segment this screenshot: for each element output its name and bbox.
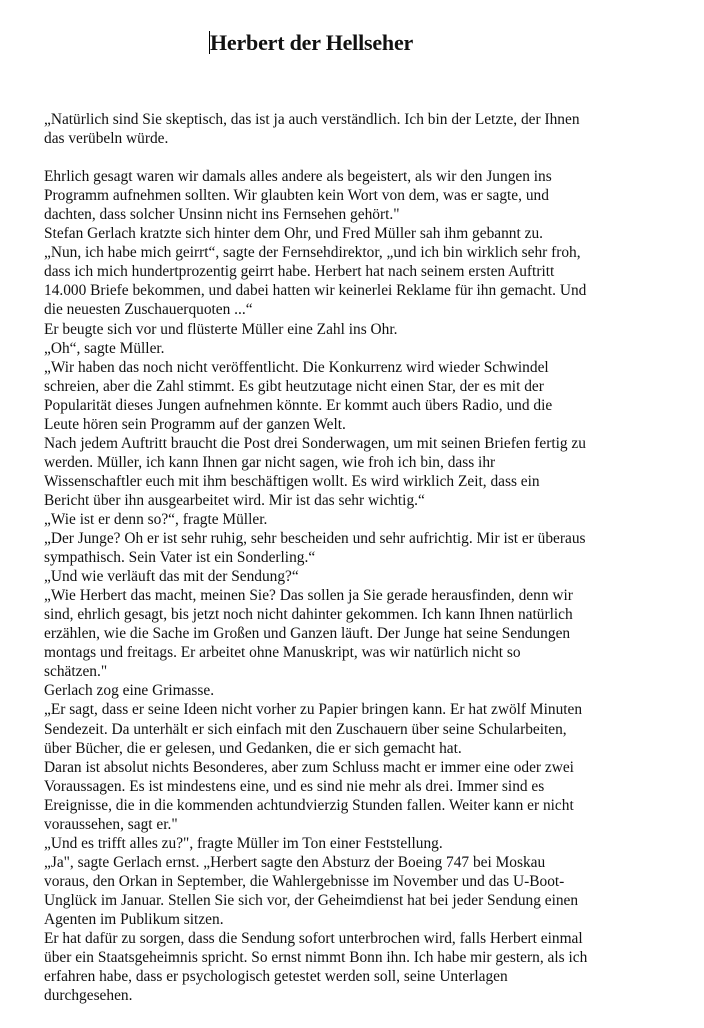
text-line: dass ich mich hundertprozentig geirrt habe. Herbert hat nach seinem ersten Auftritt [44, 263, 555, 281]
text-line: Leute hören sein Programm auf der ganzen Welt. [44, 415, 346, 433]
text-line: Daran ist absolut nichts Besonderes, aber zum Schluss macht er immer eine oder zwei [44, 758, 574, 776]
text-line: Ehrlich gesagt waren wir damals alles andere als begeistert, als wir den Jungen ins [44, 168, 552, 186]
text-line: „Wie Herbert das macht, meinen Sie? Das sollen ja Sie gerade herausfinden, denn wir [44, 587, 573, 605]
text-line: „Wir haben das noch nicht veröffentlicht. Die Konkurrenz wird wieder Schwindel [44, 358, 549, 376]
text-line: „Wie ist er denn so?“, fragte Müller. [44, 510, 268, 528]
text-line: Nach jedem Auftritt braucht die Post drei Sonderwagen, um mit seinen Briefen fertig zu [44, 434, 586, 452]
text-line: die neuesten Zuschauerquoten ...“ [44, 301, 253, 319]
text-line: „Natürlich sind Sie skeptisch, das ist ja auch verständlich. Ich bin der Letzte, der Ihnen [44, 111, 580, 128]
text-line: werden. Müller, ich kann Ihnen gar nicht sagen, wie froh ich bin, dass ihr [44, 453, 496, 471]
text-line: Wissenschaftler euch mit ihm beschäftigen wollt. Es wird wirklich Zeit, dass ein [44, 472, 540, 490]
text-line: „Oh“, sagte Müller. [44, 339, 165, 357]
text-line: sympathisch. Sein Vater ist ein Sonderling.“ [44, 549, 316, 567]
text-line: Programm aufnehmen sollten. Wir glaubten kein Wort von dem, was er sagte, und [44, 187, 549, 205]
text-line: Voraussagen. Es ist mindestens eine, und es sind nie mehr als drei. Immer sind es [44, 777, 545, 795]
text-line: „Er sagt, dass er seine Ideen nicht vorher zu Papier bringen kann. Er hat zwölf Minuten [44, 701, 583, 719]
text-line: Er hat dafür zu sorgen, dass die Sendung sofort unterbrochen wird, falls Herbert einmal [44, 930, 583, 948]
text-line: Gerlach zog eine Grimasse. [44, 682, 215, 700]
text-line: Unglück im Januar. Stellen Sie sich vor, der Geheimdienst hat bei jeder Sendung einen [44, 891, 579, 909]
text-line: voraussehen, sagt er." [44, 815, 178, 833]
text-line: Bericht über ihn ausgearbeitet wird. Mir ist das sehr wichtig.“ [44, 491, 425, 509]
text-line: das verübeln würde. [44, 130, 169, 148]
text-line: „Nun, ich habe mich geirrt“, sagte der Fernsehdirektor, „und ich bin wirklich sehr froh, [44, 244, 581, 262]
text-line: „Und wie verläuft das mit der Sendung?“ [44, 568, 299, 586]
text-line: Sendezeit. Da unterhält er sich einfach mit den Zuschauern über seine Schularbeiten, [44, 720, 567, 738]
text-line: über Bücher, die er gelesen, und Gedanken, die er sich gemacht hat. [44, 739, 462, 757]
text-line: 14.000 Briefe bekommen, und dabei hatten wir keinerlei Reklame für ihn gemacht. Und [44, 282, 587, 300]
text-line: schreien, aber die Zahl stimmt. Es gibt heutzutage nicht einen Star, der es mit der [44, 377, 544, 395]
blank-line [44, 148, 684, 167]
text-line: montags und freitags. Er arbeitet ohne Manuskript, was wir natürlich nicht so [44, 644, 521, 662]
text-line: „Der Junge? Oh er ist sehr ruhig, sehr bescheiden und sehr aufrichtig. Mir ist er überaus [44, 530, 586, 548]
text-line: erzählen, wie die Sache im Großen und Ganzen läuft. Der Junge hat seine Sendungen [44, 625, 571, 643]
text-line: „Und es trifft alles zu?", fragte Müller im Ton einer Feststellung. [44, 834, 443, 852]
text-line: über ein Staatsgeheimnis spricht. So ernst nimmt Bonn ihn. Ich habe mir gestern, als ich [44, 949, 588, 967]
text-line: Stefan Gerlach kratzte sich hinter dem Ohr, und Fred Müller sah ihm gebannt zu. [44, 225, 544, 243]
text-line: voraus, den Orkan in September, die Wahlergebnisse im November und das U-Boot- [44, 872, 565, 890]
text-line: Agenten im Publikum sitzen. [44, 910, 224, 928]
text-line: dachten, dass solcher Unsinn nicht ins Fernsehen gehört." [44, 206, 400, 224]
document-body[interactable] [44, 110, 684, 1005]
text-line: schätzen." [44, 663, 108, 681]
text-line: durchgesehen. [44, 987, 133, 1005]
text-line: sind, ehrlich gesagt, bis jetzt noch nicht dahinter gekommen. Ich kann Ihnen natürlich [44, 606, 573, 624]
text-line: Ereignisse, die in die kommenden achtundvierzig Stunden fallen. Weiter kann er nicht [44, 796, 574, 814]
text-line: Popularität dieses Jungen aufnehmen könnte. Er kommt auch übers Radio, und die [44, 396, 553, 414]
text-line: „Ja", sagte Gerlach ernst. „Herbert sagte den Absturz der Boeing 747 bei Moskau [44, 853, 546, 871]
text-line: Er beugte sich vor und flüsterte Müller eine Zahl ins Ohr. [44, 320, 398, 338]
document-title[interactable]: Herbert der Hellseher [210, 30, 414, 55]
text-line: erfahren habe, dass er psychologisch getestet werden soll, seine Unterlagen [44, 968, 508, 986]
